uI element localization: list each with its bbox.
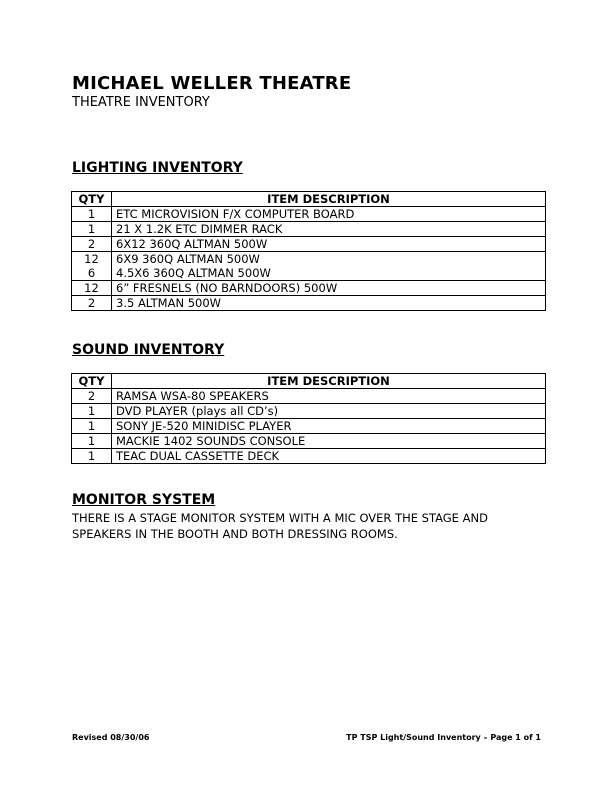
description-cell: 21 X 1.2K ETC DIMMER RACK bbox=[112, 222, 546, 237]
qty-column-header: QTY bbox=[72, 192, 112, 207]
qty-cell: 12 bbox=[72, 252, 112, 267]
item-description-column-header: ITEM DESCRIPTION bbox=[112, 192, 546, 207]
description-cell: RAMSA WSA-80 SPEAKERS bbox=[112, 389, 546, 404]
qty-cell: 1 bbox=[72, 222, 112, 237]
page-info-footer: TP TSP Light/Sound Inventory – Page 1 of 1 bbox=[346, 733, 541, 742]
qty-cell: 1 bbox=[72, 449, 112, 464]
document-subtitle: THEATRE INVENTORY bbox=[72, 95, 210, 110]
description-cell: SONY JE-520 MINIDISC PLAYER bbox=[112, 419, 546, 434]
revision-date-footer: Revised 08/30/06 bbox=[72, 733, 150, 742]
qty-cell: 1 bbox=[72, 419, 112, 434]
qty-cell: 12 bbox=[72, 281, 112, 296]
description-cell: 6” FRESNELS (NO BARNDOORS) 500W bbox=[112, 281, 546, 296]
qty-cell: 1 bbox=[72, 207, 112, 222]
table-row bbox=[72, 389, 546, 404]
item-description-column-header: ITEM DESCRIPTION bbox=[112, 374, 546, 389]
lighting-inventory-table bbox=[71, 191, 546, 311]
description-cell: TEAC DUAL CASSETTE DECK bbox=[112, 449, 546, 464]
table-header-row bbox=[72, 374, 546, 389]
table-row bbox=[72, 252, 546, 267]
description-cell: 6X9 360Q ALTMAN 500W bbox=[112, 252, 546, 267]
description-cell: 4.5X6 360Q ALTMAN 500W bbox=[112, 266, 546, 281]
table-row bbox=[72, 222, 546, 237]
table-row bbox=[72, 404, 546, 419]
qty-cell: 2 bbox=[72, 296, 112, 311]
qty-cell: 1 bbox=[72, 404, 112, 419]
qty-cell: 2 bbox=[72, 389, 112, 404]
table-row bbox=[72, 419, 546, 434]
table-row bbox=[72, 266, 546, 281]
table-header-row bbox=[72, 192, 546, 207]
table-row bbox=[72, 207, 546, 222]
qty-column-header: QTY bbox=[72, 374, 112, 389]
sound-inventory-heading: SOUND INVENTORY bbox=[72, 342, 225, 358]
description-cell: ETC MICROVISION F/X COMPUTER BOARD bbox=[112, 207, 546, 222]
description-cell: 6X12 360Q ALTMAN 500W bbox=[112, 237, 546, 252]
description-cell: MACKIE 1402 SOUNDS CONSOLE bbox=[112, 434, 546, 449]
table-row bbox=[72, 449, 546, 464]
qty-cell: 2 bbox=[72, 237, 112, 252]
table-row bbox=[72, 434, 546, 449]
description-cell: 3.5 ALTMAN 500W bbox=[112, 296, 546, 311]
document-title: MICHAEL WELLER THEATRE bbox=[72, 73, 352, 94]
monitor-system-description: THERE IS A STAGE MONITOR SYSTEM WITH A MIC OVER THE STAGE AND SPEAKERS IN THE BOOTH AND BOTH DRESSING ROOMS. bbox=[72, 511, 488, 541]
table-row bbox=[72, 296, 546, 311]
lighting-inventory-heading: LIGHTING INVENTORY bbox=[72, 160, 243, 176]
sound-inventory-table bbox=[71, 373, 546, 464]
monitor-system-heading: MONITOR SYSTEM bbox=[72, 492, 216, 508]
table-row bbox=[72, 237, 546, 252]
qty-cell: 6 bbox=[72, 266, 112, 281]
table-row bbox=[72, 281, 546, 296]
qty-cell: 1 bbox=[72, 434, 112, 449]
description-cell: DVD PLAYER (plays all CD’s) bbox=[112, 404, 546, 419]
